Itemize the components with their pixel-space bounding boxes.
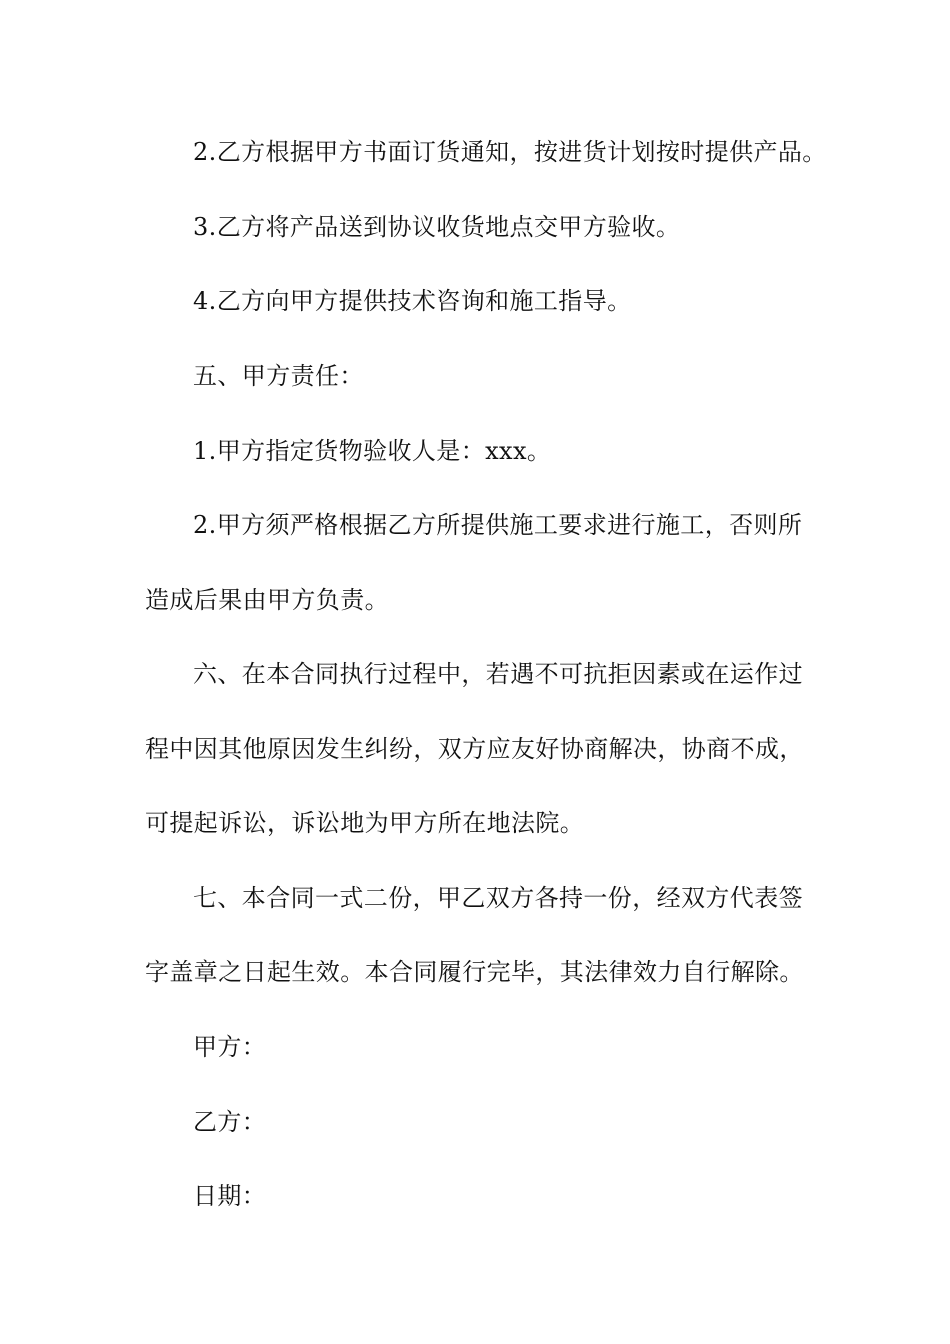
section-7-line2: 字盖章之日起生效。本合同履行完毕，其法律效力自行解除。 bbox=[145, 958, 804, 986]
clause-a2-line1: 2.甲方须严格根据乙方所提供施工要求进行施工，否则所 bbox=[193, 511, 803, 539]
clause-b2: 2.乙方根据甲方书面订货通知，按进货计划按时提供产品。 bbox=[193, 138, 827, 166]
clause-b4: 4.乙方向甲方提供技术咨询和施工指导。 bbox=[193, 287, 632, 315]
signature-party-a: 甲方： bbox=[193, 1033, 267, 1061]
section-6-line1: 六、在本合同执行过程中，若遇不可抗拒因素或在运作过 bbox=[193, 660, 803, 688]
section-heading-5: 五、甲方责任： bbox=[193, 362, 364, 390]
signature-party-b: 乙方： bbox=[193, 1108, 267, 1136]
section-6-line3: 可提起诉讼，诉讼地为甲方所在地法院。 bbox=[145, 809, 585, 837]
section-6-line2: 程中因其他原因发生纠纷，双方应友好协商解决，协商不成， bbox=[145, 735, 804, 763]
clause-a1: 1.甲方指定货物验收人是：xxx。 bbox=[193, 437, 552, 465]
clause-b3: 3.乙方将产品送到协议收货地点交甲方验收。 bbox=[193, 213, 681, 241]
signature-date: 日期： bbox=[193, 1182, 267, 1210]
clause-a2-line2: 造成后果由甲方负责。 bbox=[145, 586, 389, 614]
section-7-line1: 七、本合同一式二份，甲乙双方各持一份，经双方代表签 bbox=[193, 884, 803, 912]
